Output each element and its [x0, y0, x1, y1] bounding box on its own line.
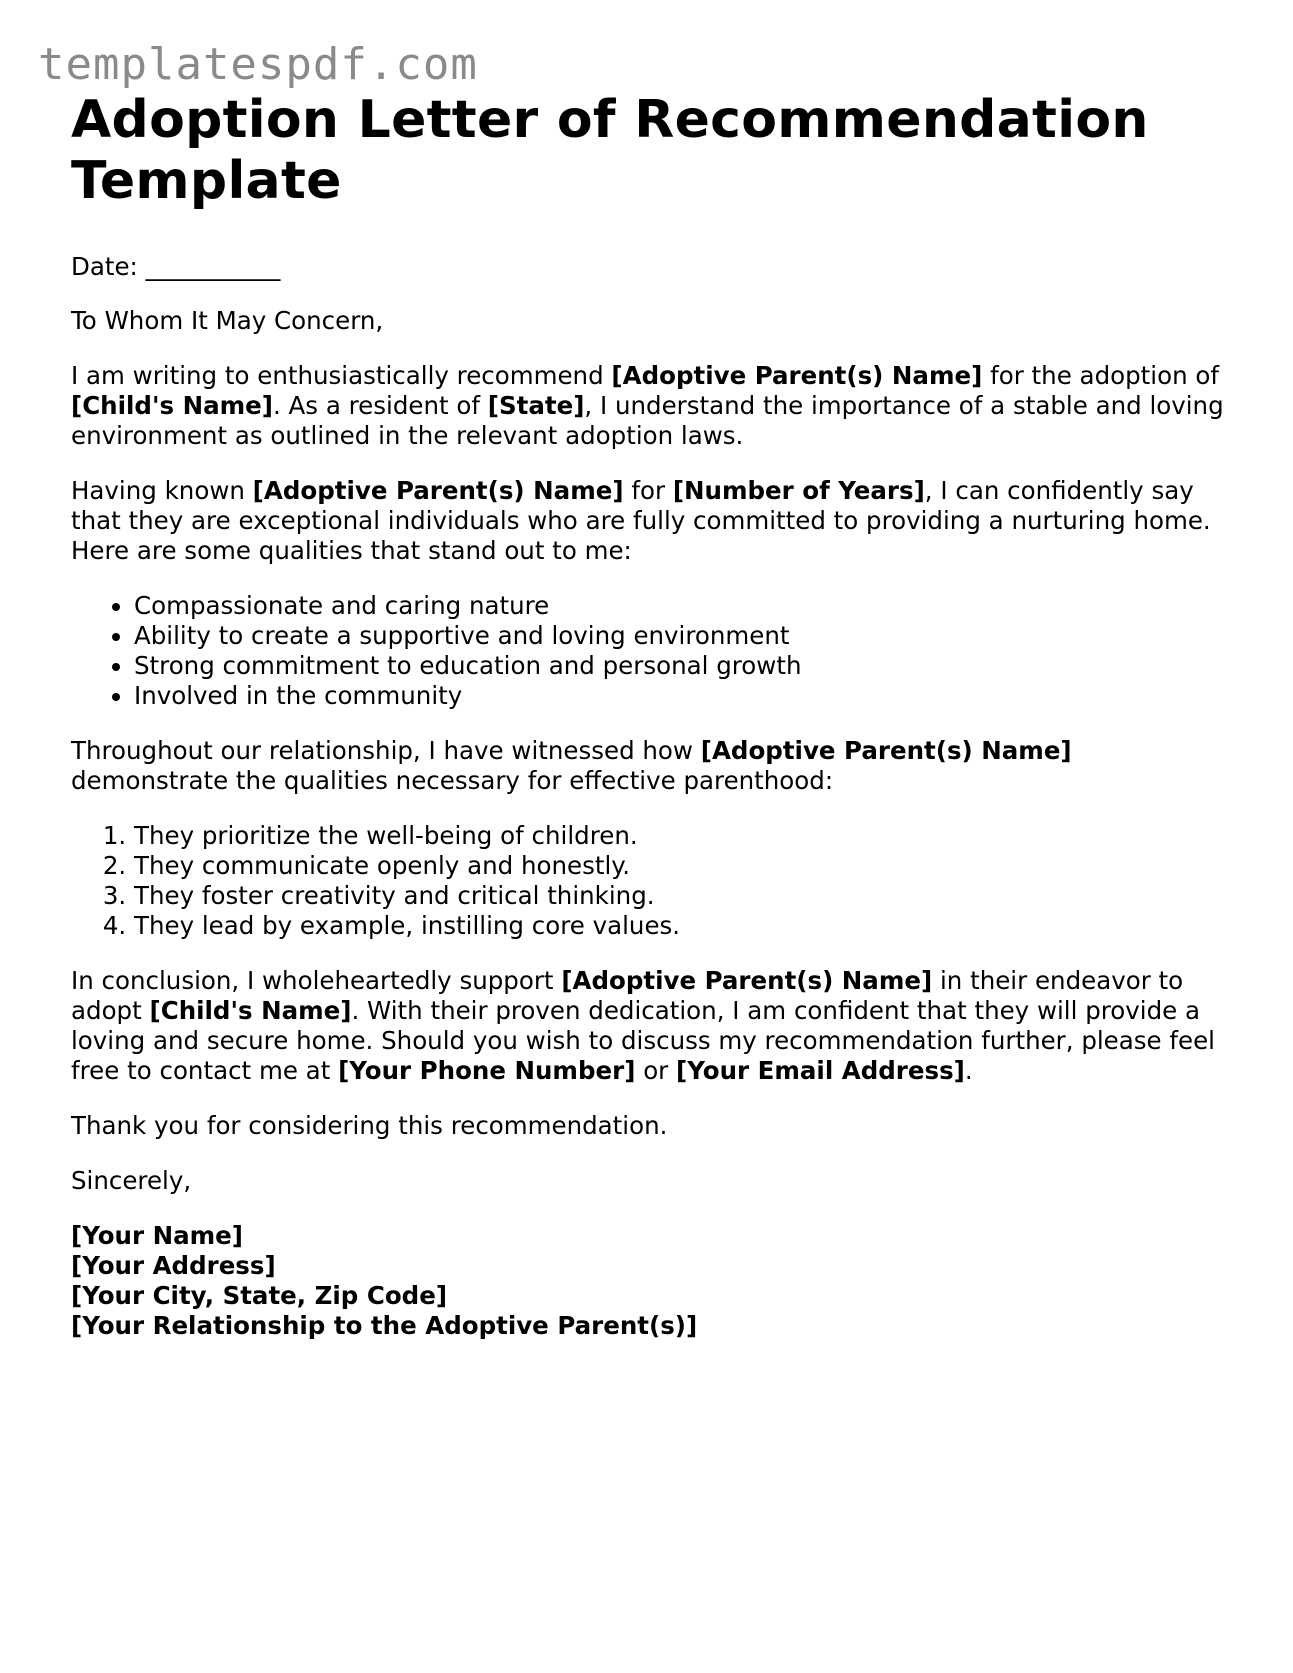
placeholder-child-name: [Child's Name]	[149, 996, 352, 1025]
placeholder-parent-name: [Adoptive Parent(s) Name]	[252, 476, 624, 505]
placeholder-state: [State]	[487, 391, 585, 420]
text: for	[623, 476, 673, 505]
closing-line: Sincerely,	[71, 1166, 192, 1195]
text: Throughout our relationship, I have witnessed how	[71, 736, 701, 765]
text: .	[964, 1056, 973, 1085]
text: for the adoption of	[982, 361, 1219, 390]
date-line	[71, 252, 1231, 282]
placeholder-parent-name: [Adoptive Parent(s) Name]	[611, 361, 983, 390]
date-label: Date:	[71, 252, 138, 281]
paragraph-relationship	[71, 736, 1231, 796]
text: in their endeavor to adopt	[71, 966, 1184, 1025]
text: demonstrate the qualities necessary for effective parenthood:	[71, 766, 834, 795]
text: In conclusion, I wholeheartedly support	[71, 966, 562, 995]
signature-relationship: [Your Relationship to the Adoptive Parent(s)]	[71, 1311, 698, 1340]
signature-city-state-zip: [Your City, State, Zip Code]	[71, 1281, 448, 1310]
list-item: • Compassionate and caring nature	[134, 591, 1231, 621]
list-item: 3. They foster creativity and critical thinking.	[134, 881, 1231, 911]
list-item: • Strong commitment to education and personal growth	[134, 651, 1231, 681]
placeholder-number-of-years: [Number of Years]	[672, 476, 925, 505]
letter-document	[71, 90, 1231, 1341]
watermark: templatespdf.com	[38, 39, 478, 90]
signature-name: [Your Name]	[71, 1221, 243, 1250]
date-blank: ___________	[145, 252, 281, 281]
list-item: 4. They lead by example, instilling core values.	[134, 911, 1231, 941]
thanks-line: Thank you for considering this recommendation.	[71, 1111, 668, 1140]
text: Having known	[71, 476, 253, 505]
signature-block	[71, 1221, 1231, 1341]
text: I am writing to enthusiastically recommend	[71, 361, 612, 390]
paragraph-conclusion	[71, 966, 1231, 1086]
placeholder-parent-name: [Adoptive Parent(s) Name]	[700, 736, 1072, 765]
placeholder-phone-number: [Your Phone Number]	[338, 1056, 636, 1085]
paragraph-recommendation	[71, 361, 1231, 451]
text: . As a resident of	[272, 391, 488, 420]
paragraph-known	[71, 476, 1231, 566]
placeholder-parent-name: [Adoptive Parent(s) Name]	[561, 966, 933, 995]
text: , I can confidently say that they are exceptional individuals who are fully committed to providing a nurturing home. Here are some qualities that stand out to me:	[71, 476, 1211, 565]
parenthood-list	[71, 821, 1231, 941]
text: , I understand the importance of a stable and loving environment as outlined in the relevant adoption laws.	[71, 391, 1224, 450]
list-item: 1. They prioritize the well-being of children.	[134, 821, 1231, 851]
list-item: • Involved in the community	[134, 681, 1231, 711]
placeholder-child-name: [Child's Name]	[71, 391, 273, 420]
list-item: 2. They communicate openly and honestly.	[134, 851, 1231, 881]
text: or	[635, 1056, 677, 1085]
text: . With their proven dedication, I am confident that they will provide a loving and secure home. Should you wish to discuss my recommendation further, please feel free to contact me at	[71, 996, 1215, 1085]
salutation: To Whom It May Concern,	[71, 306, 384, 335]
page-title: Adoption Letter of Recommendation Template	[71, 90, 1149, 211]
placeholder-email-address: [Your Email Address]	[676, 1056, 965, 1085]
qualities-list	[71, 591, 1231, 711]
list-item: • Ability to create a supportive and loving environment	[134, 621, 1231, 651]
signature-address: [Your Address]	[71, 1251, 276, 1280]
